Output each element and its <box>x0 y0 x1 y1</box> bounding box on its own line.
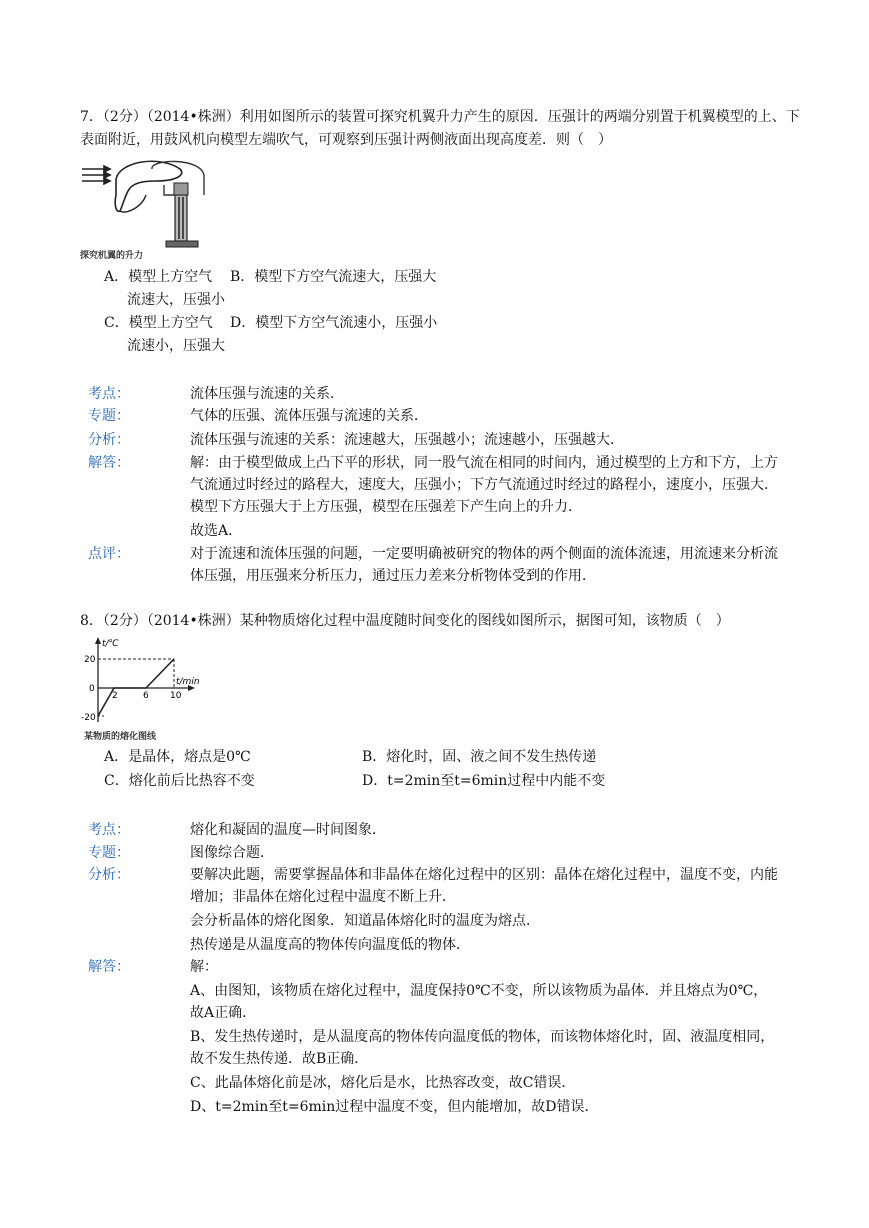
q7-dianping-text: 对于流速和流体压强的问题，一定要明确被研究的物体的两个侧面的流体流速，用流速来分析流体压强，用压强来分析压力，通过压力差来分析物体受到的作用． <box>190 546 778 584</box>
q8-jieda-b: B、发生热传递时，是从温度高的物体传向温度低的物体，而该物体熔化时，固、液温度相同，故不发生热传递．故B正确． <box>190 1029 775 1067</box>
wing-lift-diagram <box>80 155 220 263</box>
q7-fenxi-text: 流体压强与流速的关系：流速越大，压强越小；流速越小，压强越大． <box>190 432 624 448</box>
q7-kaodian-label: 考点： <box>88 386 130 402</box>
q7-jieda-text <box>190 452 780 542</box>
q8-kaodian-text: 熔化和凝固的温度—时间图象． <box>190 822 386 838</box>
x-tick-2: 2 <box>112 691 118 701</box>
q8-option-d: D．t=2min至t=6min过程中内能不变 <box>362 773 606 789</box>
q7-option-d: D．模型下方空气流速小，压强小 <box>230 315 438 331</box>
q8-zhuanti-label: 专题： <box>88 845 130 861</box>
q7-option-b: B．模型下方空气流速大，压强大 <box>230 269 437 285</box>
q8-option-b: B．熔化时，固、液之间不发生热传递 <box>362 749 597 765</box>
melting-graph <box>80 636 220 744</box>
q7-zhuanti-text: 气体的压强、流体压强与流速的关系． <box>190 408 428 424</box>
q7-option-c-line1: C．模型上方空气 <box>104 315 213 331</box>
melting-graph-figure <box>80 636 220 744</box>
q8-jieda-c: C、此晶体熔化前是冰，熔化后是水，比热容改变，故C错误． <box>190 1075 576 1091</box>
y-tick-20: 20 <box>84 655 96 665</box>
q8-jieda-a: A、由图知，该物质在熔化过程中，温度保持0℃不变，所以该物质为晶体．并且熔点为0℃，故A正确． <box>190 983 768 1021</box>
q7-jieda-answer: 故选A． <box>190 523 243 539</box>
x-tick-6: 6 <box>143 691 149 701</box>
q7-zhuanti-label: 专题： <box>88 408 130 424</box>
q8-jieda-label: 解答： <box>88 959 130 975</box>
q7-fenxi-label: 分析： <box>88 432 130 448</box>
q8-jieda-text <box>190 956 780 1118</box>
q8-fenxi-line2: 会分析晶体的熔化图象．知道晶体熔化时的温度为熔点． <box>190 913 540 929</box>
question-8-stem: 8．（2分）（2014•株洲）某种物质熔化过程中温度随时间变化的图线如图所示，据图可知，该物质（ ） <box>80 613 730 629</box>
melting-graph-caption: 某物质的熔化图线 <box>84 732 157 742</box>
y-axis-arrow <box>95 637 101 644</box>
x-axis-label: t/min <box>176 677 200 687</box>
q7-dianping-label: 点评： <box>88 546 130 562</box>
q8-fenxi-label: 分析： <box>88 867 130 883</box>
x-tick-10: 10 <box>170 691 182 701</box>
q7-jieda-paragraph: 解：由于模型做成上凸下平的形状，同一股气流在相同的时间内，通过模型的上方和下方，上方气流通过时经过的路程大，速度大，压强小；下方气流通过时经过的路程小，速度小，压强大．模型下方压强大于上方压强，模型在压强差下产生向上的升力． <box>190 455 778 515</box>
y-tick-0: 0 <box>89 684 95 694</box>
q7-option-a-line2: 流速大，压强小 <box>127 292 225 308</box>
wing-figure-caption: 探究机翼的升力 <box>80 251 144 261</box>
q8-option-c: C．熔化前后比热容不变 <box>104 773 255 789</box>
wing-lift-figure <box>80 155 220 263</box>
q8-fenxi-line3: 热传递是从温度高的物体传向温度低的物体． <box>190 937 470 953</box>
q8-fenxi-line1: 要解决此题，需要掌握晶体和非晶体在熔化过程中的区别：晶体在熔化过程中，温度不变，内能增加；非晶体在熔化过程中温度不断上升． <box>190 867 778 905</box>
q8-option-a: A．是晶体，熔点是0℃ <box>104 749 251 765</box>
q7-option-c-line2: 流速小，压强大 <box>127 338 225 354</box>
question-7-stem: 7．（2分）（2014•株洲）利用如图所示的装置可探究机翼升力产生的原因．压强计的两端分别置于机翼模型的上、下表面附近，用鼓风机向模型左端吹气，可观察到压强计两侧液面出现高度差．则（ ） <box>80 109 800 148</box>
q8-jieda-intro: 解： <box>190 959 218 975</box>
q8-fenxi-text <box>190 864 780 956</box>
q8-zhuanti-text: 图像综合题． <box>190 845 274 861</box>
y-tick-neg20: -20 <box>81 713 96 723</box>
y-axis-label: t/℃ <box>102 639 119 649</box>
q7-jieda-label: 解答： <box>88 455 130 471</box>
q7-option-a-line1: A．模型上方空气 <box>104 269 213 285</box>
q8-kaodian-label: 考点： <box>88 822 130 838</box>
q7-kaodian-text: 流体压强与流速的关系． <box>190 386 344 402</box>
q8-jieda-d: D、t=2min至t=6min过程中温度不变，但内能增加，故D错误． <box>190 1099 599 1115</box>
